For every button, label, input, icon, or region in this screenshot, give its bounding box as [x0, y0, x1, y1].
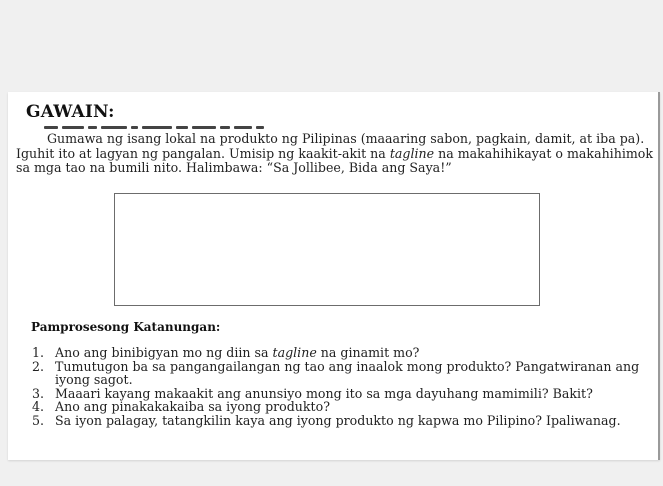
page-edge [658, 92, 660, 460]
activity-instruction [16, 132, 658, 176]
questions-title: Pamprosesong Katanungan: [31, 320, 221, 334]
instruction-italic: tagline [389, 145, 435, 161]
cut-off-text-line [44, 126, 274, 130]
drawing-area-box[interactable] [114, 193, 540, 306]
question-item: 2. Tumutugon ba sa pangangailangan ng tao ang inaalok mong produkto? Pangatwiranan ang iyong sagot. [32, 358, 640, 388]
question-item: 5. Sa iyon palagay, tatangkilin kaya ang iyong produkto ng kapwa mo Pilipino? Ipaliwanag. [32, 412, 621, 428]
instruction-text-1: Gumawa ng isang lokal na produkto ng Pilipinas (maaaring sabon, pagkain, damit, at iba pa). Iguhit ito at lagyan ng pangalan. Umisip ng kaakit-akit na [16, 131, 645, 161]
activity-heading: GAWAIN: [26, 102, 115, 122]
instruction-text-2: na makahihikayat o makahihimok sa mga tao na bumili nito. Halimbawa: “Sa Jollibee, Bida ang Saya!” [16, 145, 654, 175]
question-item: 1. Ano ang binibigyan mo ng diin sa tagline na ginamit mo? [32, 345, 420, 360]
question-item: 3. Maaari kayang makaakit ang anunsiyo mong ito sa mga dayuhang mamimili? Bakit? [32, 385, 593, 401]
questions-list [32, 346, 658, 428]
question-item: 4. Ano ang pinakakakaiba sa iyong produkto? [32, 399, 330, 415]
worksheet-page [8, 92, 660, 460]
